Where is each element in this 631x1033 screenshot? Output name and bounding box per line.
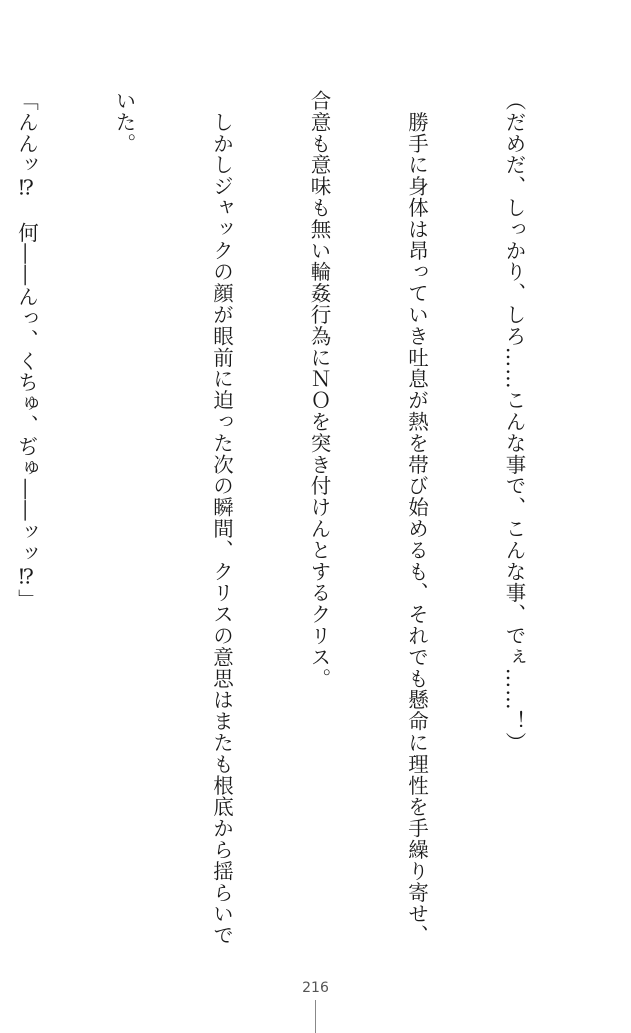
text-line: 合意も意味も無い輪姦行為にＮＯを突き付けんとするクリス。 <box>307 90 331 690</box>
text-line: （だめだ、しっかり、しろ……こんな事で、こんな事、でぇ……！） <box>502 90 526 754</box>
page-number: 216 <box>302 980 329 996</box>
text-line: 「んんッ⁉ 何――んっ、くちゅ、ぢゅ――ッッ⁉」 <box>14 90 39 611</box>
text-line: 勝手に身体は昂っていき吐息が熱を帯び始めるも、それでも懸命に理性を手繰り寄せ、 <box>404 90 429 946</box>
text-line: しかしジャックの顔が眼前に迫った次の瞬間、クリスの意思はまたも根底から揺らいで <box>209 90 234 946</box>
text-line: いた。 <box>112 90 136 155</box>
page-number-rule <box>315 1000 316 1033</box>
vertical-text-body <box>14 90 595 946</box>
